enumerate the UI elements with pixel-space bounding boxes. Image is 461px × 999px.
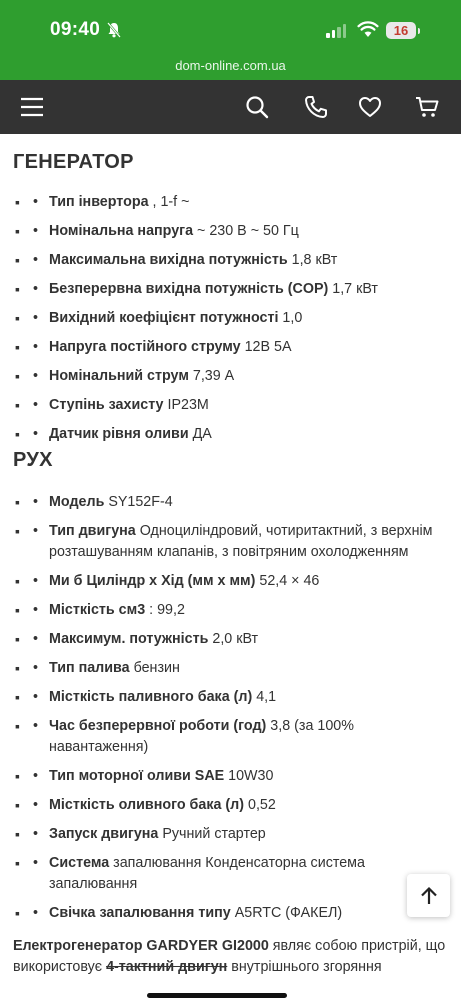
list-item: ▪ • Модель SY152F-4 xyxy=(13,492,448,513)
list-item: ▪ • Місткість паливного бака (л) 4,1 xyxy=(13,687,448,708)
list-item: ▪ • Тип палива бензин xyxy=(13,658,448,679)
list-item: ▪ • Ступінь захисту IP23M xyxy=(13,395,448,416)
status-time: 09:40 xyxy=(50,19,101,40)
list-item: ▪ • Ми б Циліндр x Хід (мм x мм) 52,4 × 46 xyxy=(13,571,448,592)
status-bar xyxy=(0,0,461,80)
list-item: ▪ • Максимум. потужність 2,0 кВт xyxy=(13,629,448,650)
arrow-up-icon xyxy=(419,886,439,906)
section-title-engine: РУХ xyxy=(13,449,53,471)
list-item: ▪ • Місткість оливного бака (л) 0,52 xyxy=(13,795,448,816)
list-item: ▪ • Тип інвертора , 1-f ~ xyxy=(13,192,448,213)
generator-spec-list xyxy=(13,192,448,445)
product-summary-paragraph: Електрогенератор GARDYER GI2000 являє собою пристрій, що використовує 4-тактний двигун внутрішнього згоряння xyxy=(13,938,446,975)
phone-icon[interactable] xyxy=(304,95,328,119)
list-item: ▪ • Свічка запалювання типу A5RTC (ФАКЕЛ) xyxy=(13,903,448,924)
list-item: ▪ • Система запалювання Конденсаторна система запалювання xyxy=(13,853,448,895)
address-bar-url[interactable]: dom-online.com.ua xyxy=(175,58,286,73)
section-title-generator: ГЕНЕРАТОР xyxy=(13,151,134,173)
list-item: ▪ • Датчик рівня оливи ДА xyxy=(13,424,448,445)
scroll-to-top-button[interactable] xyxy=(407,874,450,917)
site-header xyxy=(0,80,461,134)
heart-icon[interactable] xyxy=(358,95,382,119)
list-item: ▪ • Місткість см3 : 99,2 xyxy=(13,600,448,621)
search-icon[interactable] xyxy=(245,95,269,119)
list-item: ▪ • Час безперервної роботи (год) 3,8 (за 100% навантаження) xyxy=(13,716,448,758)
list-item: ▪ • Номінальна напруга ~ 230 В ~ 50 Гц xyxy=(13,221,448,242)
list-item: ▪ • Тип моторної оливи SAE 10W30 xyxy=(13,766,448,787)
list-item: ▪ • Запуск двигуна Ручний стартер xyxy=(13,824,448,845)
engine-spec-list xyxy=(13,492,448,924)
bell-muted-icon xyxy=(107,22,121,38)
list-item: ▪ • Номінальний струм 7,39 А xyxy=(13,366,448,387)
menu-icon[interactable] xyxy=(20,95,44,119)
wifi-icon xyxy=(357,20,379,38)
list-item: ▪ • Безперервна вихідна потужність (COP) 1,7 кВт xyxy=(13,279,448,300)
battery-indicator: 16 xyxy=(386,22,416,39)
product-description xyxy=(0,134,461,978)
cart-icon[interactable] xyxy=(415,95,439,119)
signal-icon xyxy=(326,24,346,38)
home-indicator[interactable] xyxy=(147,993,287,998)
list-item: ▪ • Напруга постійного струму 12В 5А xyxy=(13,337,448,358)
list-item: ▪ • Вихідний коефіцієнт потужності 1,0 xyxy=(13,308,448,329)
list-item: ▪ • Тип двигуна Одноциліндровий, чотиритактний, з верхнім розташуванням клапанів, з повітряним охолодженням xyxy=(13,521,448,563)
list-item: ▪ • Максимальна вихідна потужність 1,8 кВт xyxy=(13,250,448,271)
product-name: Електрогенератор GARDYER GI2000 xyxy=(13,938,269,954)
